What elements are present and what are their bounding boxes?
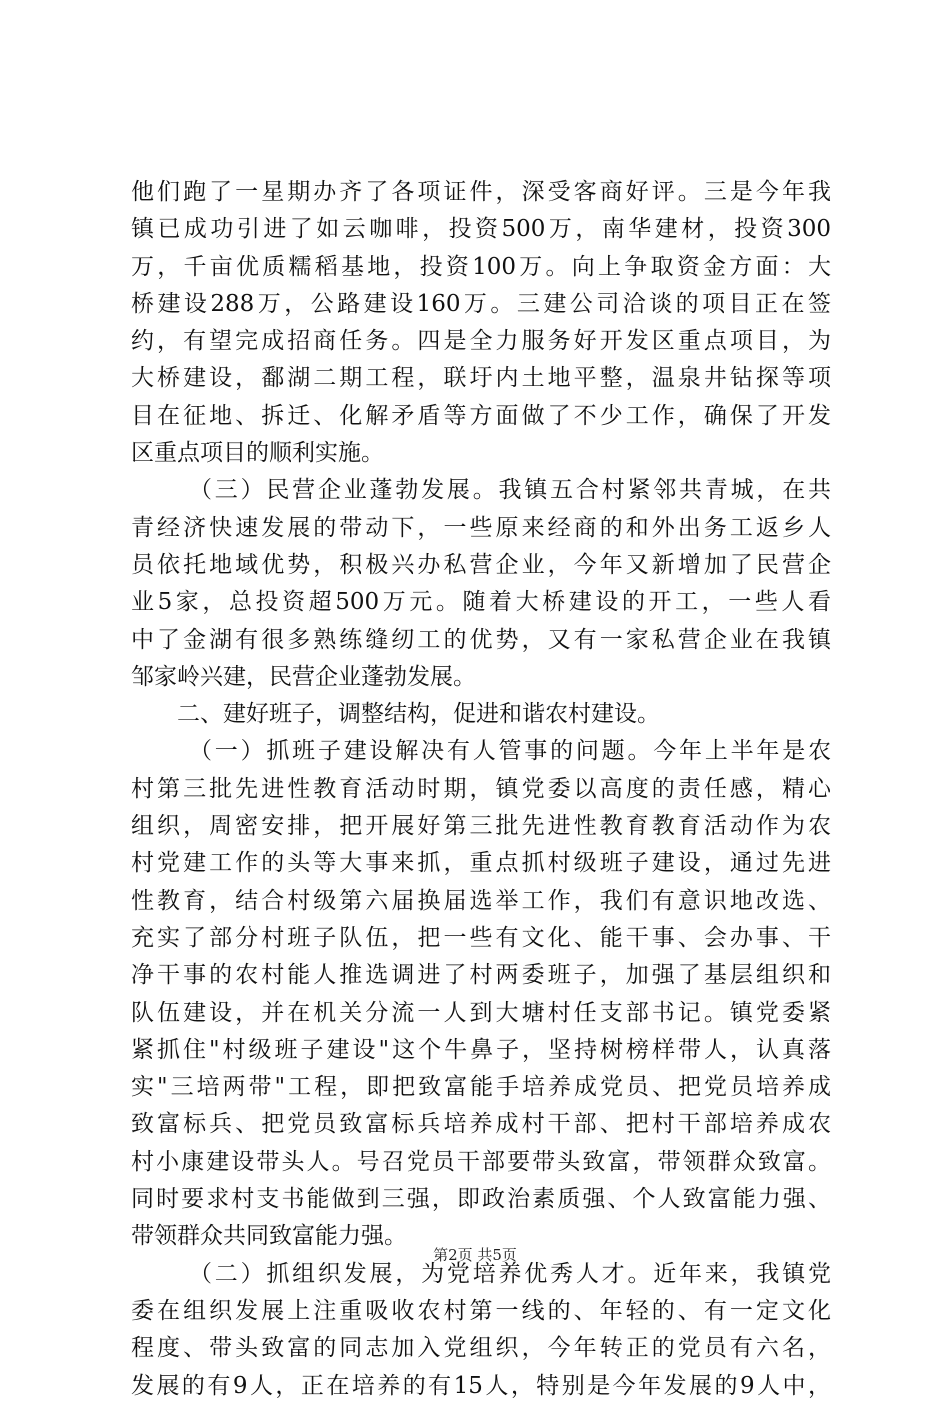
text-line: 同时要求村支书能做到三强，即政治素质强、个人致富能力强、 bbox=[131, 1186, 831, 1213]
text-line: 邹家岭兴建，民营企业蓬勃发展。 bbox=[131, 663, 476, 690]
text-line: （三）民营企业蓬勃发展。我镇五合村紧邻共青城，在共 bbox=[189, 477, 831, 504]
text-line: 委在组织发展上注重吸收农村第一线的、年轻的、有一定文化 bbox=[131, 1297, 831, 1324]
text-line: 队伍建设，并在机关分流一人到大塘村任支部书记。镇党委紧 bbox=[131, 999, 831, 1026]
paragraph bbox=[131, 733, 831, 1255]
text-line: 业5家，总投资超500万元。随着大桥建设的开工，一些人看 bbox=[131, 589, 831, 616]
text-line: 净干事的农村能人推选调进了村两委班子，加强了基层组织和 bbox=[131, 962, 831, 989]
text-line: 村党建工作的头等大事来抓，重点抓村级班子建设，通过先进 bbox=[131, 850, 831, 877]
text-line: 区重点项目的顺利实施。 bbox=[131, 440, 384, 467]
text-line: （二）抓组织发展，为党培养优秀人才。近年来，我镇党 bbox=[189, 1260, 831, 1287]
text-line: 员依托地域优势，积极兴办私营企业，今年又新增加了民营企 bbox=[131, 551, 831, 578]
text-line: 组织，周密安排，把开展好第三批先进性教育教育活动作为农 bbox=[131, 813, 831, 840]
text-line: 实"三培两带"工程，即把致富能手培养成党员、把党员培养成 bbox=[131, 1074, 831, 1101]
text-line: 村第三批先进性教育活动时期，镇党委以高度的责任感，精心 bbox=[131, 775, 831, 802]
paragraph bbox=[131, 1256, 831, 1405]
text-line: 二、建好班子，调整结构，促进和谐农村建设。 bbox=[177, 701, 660, 728]
paragraph bbox=[131, 174, 831, 472]
text-line: 紧抓住"村级班子建设"这个牛鼻子，坚持树榜样带人，认真落 bbox=[131, 1036, 831, 1063]
text-line: 青经济快速发展的带动下，一些原来经商的和外出务工返乡人 bbox=[131, 514, 831, 541]
text-line: 带领群众共同致富能力强。 bbox=[131, 1223, 407, 1250]
text-line: 充实了部分村班子队伍，把一些有文化、能干事、会办事、干 bbox=[131, 924, 831, 951]
text-line: 目在征地、拆迁、化解矛盾等方面做了不少工作，确保了开发 bbox=[131, 402, 831, 429]
text-line: 发展的有9人，正在培养的有15人，特别是今年发展的9人中， bbox=[131, 1372, 831, 1399]
paragraph bbox=[131, 472, 831, 696]
text-line: 性教育，结合村级第六届换届选举工作，我们有意识地改选、 bbox=[131, 887, 831, 914]
text-line: 致富标兵、把党员致富标兵培养成村干部、把村干部培养成农 bbox=[131, 1111, 831, 1138]
text-line: 他们跑了一星期办齐了各项证件，深受客商好评。三是今年我 bbox=[131, 179, 831, 205]
text-line: 约，有望完成招商任务。四是全力服务好开发区重点项目，为 bbox=[131, 328, 831, 355]
text-line: 万，千亩优质糯稻基地，投资100万。向上争取资金方面：大 bbox=[131, 253, 831, 280]
section-heading bbox=[131, 696, 831, 733]
text-line: 大桥建设，鄱湖二期工程，联圩内土地平整，温泉井钻探等项 bbox=[131, 365, 831, 392]
text-line: 程度、带头致富的同志加入党组织，今年转正的党员有六名， bbox=[131, 1335, 831, 1362]
text-line: 中了金湖有很多熟练缝纫工的优势，又有一家私营企业在我镇 bbox=[131, 626, 831, 653]
page-number-footer: 第2页 共5页 bbox=[433, 1246, 517, 1264]
text-line: （一）抓班子建设解决有人管事的问题。今年上半年是农 bbox=[189, 738, 831, 765]
text-line: 桥建设288万，公路建设160万。三建公司洽谈的项目正在签 bbox=[131, 290, 831, 317]
document-body bbox=[131, 174, 831, 1405]
text-line: 镇已成功引进了如云咖啡，投资500万，南华建材，投资300 bbox=[131, 216, 831, 243]
text-line: 村小康建设带头人。号召党员干部要带头致富，带领群众致富。 bbox=[131, 1148, 831, 1175]
